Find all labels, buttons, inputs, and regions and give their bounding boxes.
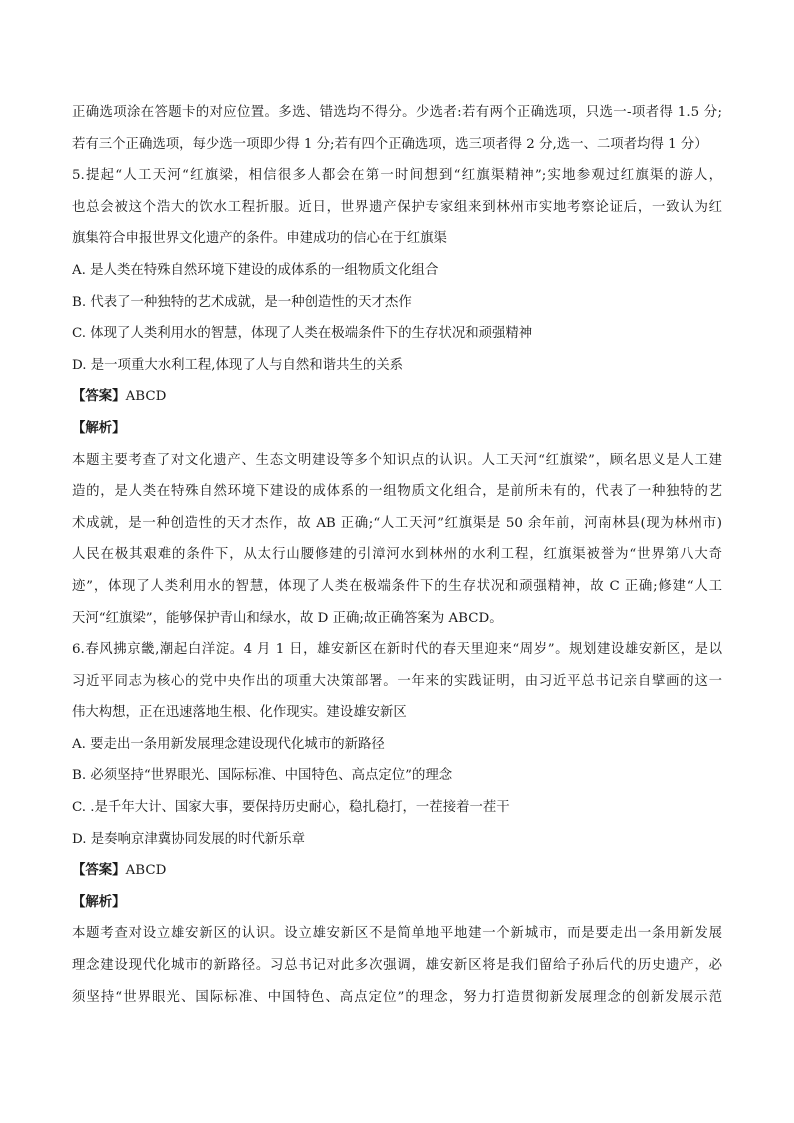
intro-line-1: 正确选项涂在答题卡的对应位置。多选、错选均不得分。少选者:若有两个正确选项，只选一-项者得 1.5 分; bbox=[72, 105, 722, 120]
q5-stem-line-1: 5.提起“人工天河“红旗梁，相信很多人都会在第一时间想到“红旗渠精神”;实地参观过红旗渠的游人， bbox=[72, 168, 722, 184]
q6-stem-line-2: 习近平同志为核心的党中央作出的项重大决策部署。一年来的实践证明，由习近平总书记亲自擘画的这一 bbox=[72, 673, 722, 689]
q5-answer-value: ABCD bbox=[125, 389, 167, 405]
q6-option-c: C. .是千年大计、国家大事，要保持历史耐心，稳扎稳打，一茬接着一茬干 bbox=[72, 800, 510, 816]
q6-answer-value: ABCD bbox=[125, 863, 167, 879]
q5-analysis-line-2: 造的，是人类在特殊自然环境下建设的成体系的一组物质文化组合，是前所未有的，代表了一种独特的艺 bbox=[72, 484, 722, 500]
q5-analysis-line-1: 本题主要考查了对文化遗产、生态文明建设等多个知识点的认识。人工天河“红旗梁”，顾名思义是人工建 bbox=[72, 452, 722, 468]
q6-analysis-line-1: 本题考查对设立雄安新区的认识。设立雄安新区不是简单地平地建一个新城市，而是要走出一条用新发展 bbox=[72, 926, 722, 942]
q5-option-a: A. 是人类在特殊自然环境下建设的成体系的一组物质文化组合 bbox=[72, 262, 439, 278]
q6-option-a: A. 要走出一条用新发展理念建设现代化城市的新路径 bbox=[72, 736, 385, 752]
q6-analysis-line-2: 理念建设现代化城市的新路径。习总书记对此多次强调，雄安新区将是我们留给子孙后代的历史遗产，必 bbox=[72, 958, 722, 974]
q5-analysis-line-6: 天河“红旗梁”，能够保护青山和绿水，故 D 正确;故正确答案为 ABCD。 bbox=[72, 610, 503, 626]
intro-line-2: 若有三个正确选项，每少选一项即少得 1 分;若有四个正确选项，选三项者得 2 分,选一、二项者均得 1 分） bbox=[72, 136, 708, 152]
q6-option-b: B. 必须坚持“世界眼光、国际标准、中国特色、高点定位”的理念 bbox=[72, 768, 453, 784]
q5-analysis-line-5: 迹”，体现了人类利用水的智慧，体现了人类在极端条件下的生存状况和顽强精神，故 C 正确;修建“人工 bbox=[72, 578, 722, 594]
q5-analysis-label: 【解析】 bbox=[72, 419, 126, 436]
q5-analysis-line-3: 术成就，是一种创造性的天才杰作，故 AB 正确;“人工天河”红旗渠是 50 余年前，河南林县(现为林州市) bbox=[72, 515, 722, 531]
q6-answer-label: 【答案】 bbox=[72, 862, 126, 879]
q5-answer-label: 【答案】 bbox=[72, 388, 126, 405]
q5-analysis-line-4: 人民在极其艰难的条件下，从太行山腰修建的引漳河水到林州的水利工程，红旗渠被誉为“世界第八大奇 bbox=[72, 547, 722, 563]
document-page bbox=[72, 97, 722, 1013]
q6-option-d: D. 是奏响京津冀协同发展的时代新乐章 bbox=[72, 831, 306, 847]
q5-option-d: D. 是一项重大水利工程,体现了人与自然和谐共生的关系 bbox=[72, 357, 404, 373]
q5-stem-line-2: 也总会被这个浩大的饮水工程折服。近日，世界遗产保护专家组来到林州市实地考察论证后，一致认为红 bbox=[72, 199, 722, 215]
q6-analysis-label: 【解析】 bbox=[72, 893, 126, 910]
q6-answer-row bbox=[72, 855, 722, 887]
q6-stem-line-3: 伟大构想，正在迅速落地生根、化作现实。建设雄安新区 bbox=[72, 705, 407, 721]
q5-answer-row bbox=[72, 381, 722, 413]
q5-option-b: B. 代表了一种独特的艺术成就，是一种创造性的天才杰作 bbox=[72, 294, 412, 310]
q6-stem-line-1: 6.春风拂京畿,潮起白洋淀。4 月 1 日，雄安新区在新时代的春天里迎来“周岁”。规划建设雄安新区，是以 bbox=[72, 642, 722, 658]
q5-stem-line-3: 旗集符合申报世界文化遗产的条件。申建成功的信心在于红旗渠 bbox=[72, 231, 447, 247]
q5-option-c: C. 体现了人类利用水的智慧，体现了人类在极端条件下的生存状况和顽强精神 bbox=[72, 326, 533, 342]
q6-analysis-line-3: 须坚持“世界眼光、国际标准、中国特色、高点定位”的理念，努力打造贯彻新发展理念的创新发展示范 bbox=[72, 989, 722, 1005]
